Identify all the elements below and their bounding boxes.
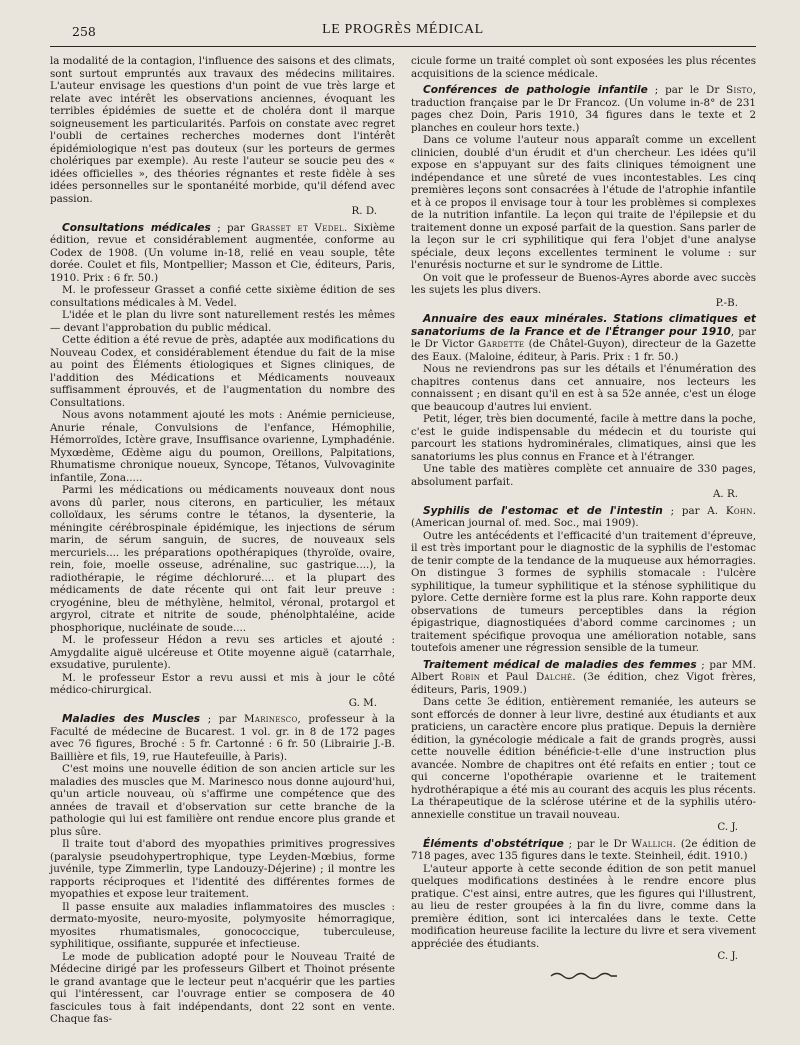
review-paragraph: Il traite tout d'abord des myopathies primitives progressives (paralysie pseudohypertrophique, type Leyden-Mœbius, forme juvénile, type Zimmerlin, type Landouzy-Déjerine) ; il montre les rapports réciproques et l'identité des différentes formes de myopathies et expose leur traitement. [50, 838, 395, 900]
review-title: Annuaire des eaux minérales. Stations climatiques et sanatoriums de la France et de l'Étranger pour 1910 [411, 313, 756, 338]
flourish-ornament [549, 971, 619, 981]
review-title: Conférences de pathologie infantile [423, 84, 648, 96]
review-paragraph: M. le professeur Grasset a confié cette sixième édition de ses consultations médicales à M. Vedel. [50, 284, 395, 309]
review-author: Marinesco [244, 713, 298, 725]
review-annuaire-eaux [411, 313, 756, 501]
intro-text: la modalité de la contagion, l'influence des saisons et des climats, sont surtout empruntés aux travaux des médecins militaires. L'auteur envisage les questions d'un point de vue très large et relate avec intérêt les observations anciennes, évoquant les terribles épidémies de suette et de choléra dont il marque soigneusement les particularités. Parfois on constate avec regret l'oubli de certaines recherches modernes dont l'intérêt épidémiologique n'est pas douteux (sur les porteurs de germes cholériques par exemple). Au reste l'auteur se soucie peu des « idées officielles », des théories régnantes et reste fidèle à ses idées personnelles sur le spontanéité morbide, qu'il défend avec passion. R. D. [50, 55, 395, 217]
running-head [50, 22, 756, 47]
review-maladies-muscles [50, 713, 395, 1026]
review-author: Kohn [725, 504, 753, 517]
review-header: Consultations médicales ; par Grasset et Vedel. Sixième édition, revue et considérablement augmentée, conforme au Codex de 1908. (Un volume in-18, relié en veau souple, tête dorée. Coulet et fils, Montpellier; Masson et Cie, éditeurs, Paris, 1910. Prix : 6 fr. 50.) [50, 221, 395, 284]
review-paragraph: Cette édition a été revue de près, adaptée aux modifications du Nouveau Codex, et considérablement étendue du fait de la mise au point des Éléments étiologiques et Signes cliniques, de l'addition des Médications et Médicaments nouveaux suffisamment éprouvés, et de l'augmentation du nombre des Consultations. [50, 334, 395, 409]
review-syphilis-estomac [411, 505, 756, 655]
signature: C. J. [717, 950, 738, 962]
end-flourish [411, 971, 756, 981]
review-paragraph: L'idée et le plan du livre sont naturellement restés les mêmes — devant l'approbation du public médical. [50, 309, 395, 334]
review-title: Consultations médicales [62, 221, 211, 234]
review-title: Traitement médical de maladies des femmes [423, 658, 697, 671]
review-paragraph: Nous ne reviendrons pas sur les détails et l'énumération des chapitres contenus dans cet annuaire, nos lecteurs les connaissent ; en disant qu'il en est à sa 52e année, c'est un éloge que beaucoup d'autres lui envient. [411, 363, 756, 413]
review-pathologie-infantile [411, 84, 756, 309]
review-consultations [50, 222, 395, 710]
page-number: 258 [72, 24, 96, 39]
review-paragraph: On voit que le professeur de Buenos-Ayres aborde avec succès les sujets les plus divers. P.-B. [411, 271, 756, 309]
right-column [411, 55, 756, 1026]
review-paragraph: C'est moins une nouvelle édition de son ancien article sur les maladies des muscles que M. Marinesco nous donne aujourd'hui, qu'un article nouveau, où s'affirme une compétence que des années de travail et d'observation sur cette branche de la pathologie qui lui est familière ont rendue encore plus grande et plus sûre. [50, 763, 395, 838]
review-author: Sisto [726, 84, 753, 96]
review-title: Syphilis de l'estomac et de l'intestin [423, 504, 663, 517]
review-author: Robin [451, 671, 481, 683]
review-header: Éléments d'obstétrique ; par le Dr Wallich. (2e édition de 718 pages, avec 135 figures dans le texte. Steinheil, édit. 1910.) [411, 837, 756, 862]
review-author: Grasset et Vedel [251, 221, 344, 234]
signature: C. J. [717, 821, 738, 833]
review-title: Éléments d'obstétrique [423, 837, 564, 850]
review-paragraph: Dans cette 3e édition, entièrement remaniée, les auteurs se sont efforcés de donner à leur livre, destiné aux étudiants et aux praticiens, un caractère encore plus pratique. Depuis la dernière édition, la gynécologie médicale a fait de grands progrès, aussi cette nouvelle édition bénéficie-t-elle d'une instruction plus avancée. Nombre de chapitres ont été refaits en entier ; tout ce qui concerne l'opothérapie ovarienne et le traitement hydrothérapique a été mis au courant des acquis les plus récents. La thérapeutique de la sclérose utérine et de la syphilis utéro-annexielle constitue un travail nouveau. C. J. [411, 696, 756, 833]
review-obstetrique [411, 838, 756, 963]
review-paragraph: L'auteur apporte à cette seconde édition de son petit manuel quelques modifications destinées à le rendre encore plus pratique. C'est ainsi, entre autres, que les figures qui l'illustrent, au lieu de rester groupées à la fin du livre, comme dans la première édition, sont ici intercalées dans le texte. Cette modification heureuse facilite la lecture du livre et sera vivement appréciée des étudiants. C. J. [411, 862, 756, 962]
review-maladies-femmes [411, 659, 756, 834]
left-column [50, 55, 395, 1026]
review-paragraph: Parmi les médications ou médicaments nouveaux dont nous avons dû parler, nous citerons, en particulier, les métaux colloïdaux, les sérums contre le tétanos, la dysenterie, la méningite cérébrospinale épidémique, les injections de sérum marin, de sérum sanguin, de sucres, de nouveaux sels mercuriels.... les préparations opothérapiques (thyroïde, ovaire, rein, foie, moelle osseuse, adrénaline, suc gastrique....), la radiothérapie, le régime déchloruré.... et la plupart des médicaments de date récente qui ont fait leur preuve : cryogénine, bleu de méthylène, helmitol, véronal, protargol et argyrol, citrate et nitrite de soude, phénolphtaléine, acide phosphorique, nucléinate de soude.... [50, 484, 395, 634]
review-paragraph: Il passe ensuite aux maladies inflammatoires des muscles : dermato-myosite, neuro-myosite, polymyosite hémorragique, myosites rhumatismales, gonococcique, tuberculeuse, syphilitique, ossifiante, suppurée et infectieuse. [50, 900, 395, 950]
review-title: Maladies des Muscles [62, 713, 201, 725]
review-header: Maladies des Muscles ; par Marinesco, professeur à la Faculté de médecine de Bucarest. 1 vol. gr. in 8 de 172 pages avec 76 figures, Broché : 5 fr. Cartonné : 6 fr. 50 (Librairie J.-B. Baillière et fils, 19, rue Hautefeuille, à Paris). [50, 713, 395, 763]
signature: P.-B. [715, 296, 738, 309]
text-columns [50, 55, 756, 1026]
review-paragraph: M. le professeur Hédon a revu ses articles et ajouté : Amygdalite aiguë ulcéreuse et Otite moyenne aiguë (catarrhale, exsudative, purulente). [50, 634, 395, 671]
review-paragraph: Nous avons notamment ajouté les mots : Anémie pernicieuse, Anurie rénale, Convulsions de l'enfance, Hémophilie, Hémorroïdes, Ictère grave, Insuffisance ovarienne, Lymphadénie. Myxœdème, Œdème aigu du poumon, Oreillons, Palpitations, Rhumatisme chronique noueux, Syncope, Tétanos, Vulvovaginite infantile, Zona..... [50, 409, 395, 484]
review-author: Gardette [478, 338, 525, 350]
review-paragraph: Outre les antécédents et l'efficacité d'un traitement d'épreuve, il est très important pour le diagnostic de la syphilis de l'estomac de tenir compte de la tendance de la muqueuse aux hémorragies. On distingue 3 formes de syphilis stomacale : l'ulcère syphilitique, la tumeur syphilitique et la sténose syphilitique du pylore. Cette dernière forme est la plus rare. Kohn rapporte deux observations de tumeurs perceptibles dans la région épigastrique, diagnostiquées d'abord comme carcinomes ; un traitement spécifique provoqua une amélioration notable, sans toutefois amener une régression sensible de la tumeur. [411, 529, 756, 654]
journal-title: LE PROGRÈS MÉDICAL [322, 22, 484, 37]
signature: A. R. [712, 488, 738, 500]
review-header: Annuaire des eaux minérales. Stations climatiques et sanatoriums de la France et de l'Étranger pour 1910, par le Dr Victor Gardette (de Châtel-Guyon), directeur de la Gazette des Eaux. (Maloine, éditeur, à Paris. Prix : 1 fr. 50.) [411, 313, 756, 363]
review-author: Wallich [631, 837, 673, 850]
review-paragraph: Petit, léger, très bien documenté, facile à mettre dans la poche, c'est le guide indispensable du médecin et du touriste qui parcourt les stations hydrominérales, climatiques, ainsi que les sanatoriums les plus connus en France et à l'étranger. [411, 413, 756, 463]
continued-text: cicule forme un traité complet où sont exposées les plus récentes acquisitions de la science médicale. [411, 55, 756, 80]
review-header: Conférences de pathologie infantile ; par le Dr Sisto, traduction française par le Dr Francoz. (Un volume in-8° de 231 pages chez Doin, Paris 1910, 34 figures dans le texte et 2 planches en couleur hors texte.) [411, 84, 756, 134]
review-paragraph: Dans ce volume l'auteur nous apparaît comme un excellent clinicien, doublé d'un érudit et d'un chercheur. Les idées qu'il expose en s'appuyant sur des faits cliniques témoignent une indépendance et une sûreté de vues incontestables. Les cinq premières leçons sont consacrées à l'étude de l'atrophie infantile et à ce propos il envisage tour à tour les problèmes si complexes de la nutrition infantile. La leçon qui traite de l'épilepsie et du traitement donne un exposé parfait de la question. Sans parler de la leçon sur le cri syphilitique qui fera l'objet d'une analyse spéciale, deux leçons excellentes terminent le volume : sur l'enurésis nocturne et sur le syndrome de Little. [411, 134, 756, 271]
review-header: Traitement médical de maladies des femmes ; par MM. Albert Robin et Paul Dalché. (3e édition, chez Vigot frères, éditeurs, Paris, 1909.) [411, 658, 756, 696]
signature: G. M. [348, 696, 377, 709]
signature: R. D. [351, 205, 377, 217]
review-author: Dalché [536, 671, 573, 683]
review-paragraph: Une table des matières complète cet annuaire de 330 pages, absolument parfait. A. R. [411, 463, 756, 500]
review-paragraph: Le mode de publication adopté pour le Nouveau Traité de Médecine dirigé par les professeurs Gilbert et Thoinot présente le grand avantage que le lecteur peut n'acquérir que les parties qui l'intéressent, car l'ouvrage entier se composera de 40 fascicules tous à fait indépendants, dont 22 sont en vente. Chaque fas- [50, 950, 395, 1025]
review-paragraph: M. le professeur Estor a revu aussi et mis à jour le côté médico-chirurgical. G. M. [50, 671, 395, 709]
review-header: Syphilis de l'estomac et de l'intestin ; par A. Kohn. (American journal of. med. Soc., mai 1909). [411, 504, 756, 529]
